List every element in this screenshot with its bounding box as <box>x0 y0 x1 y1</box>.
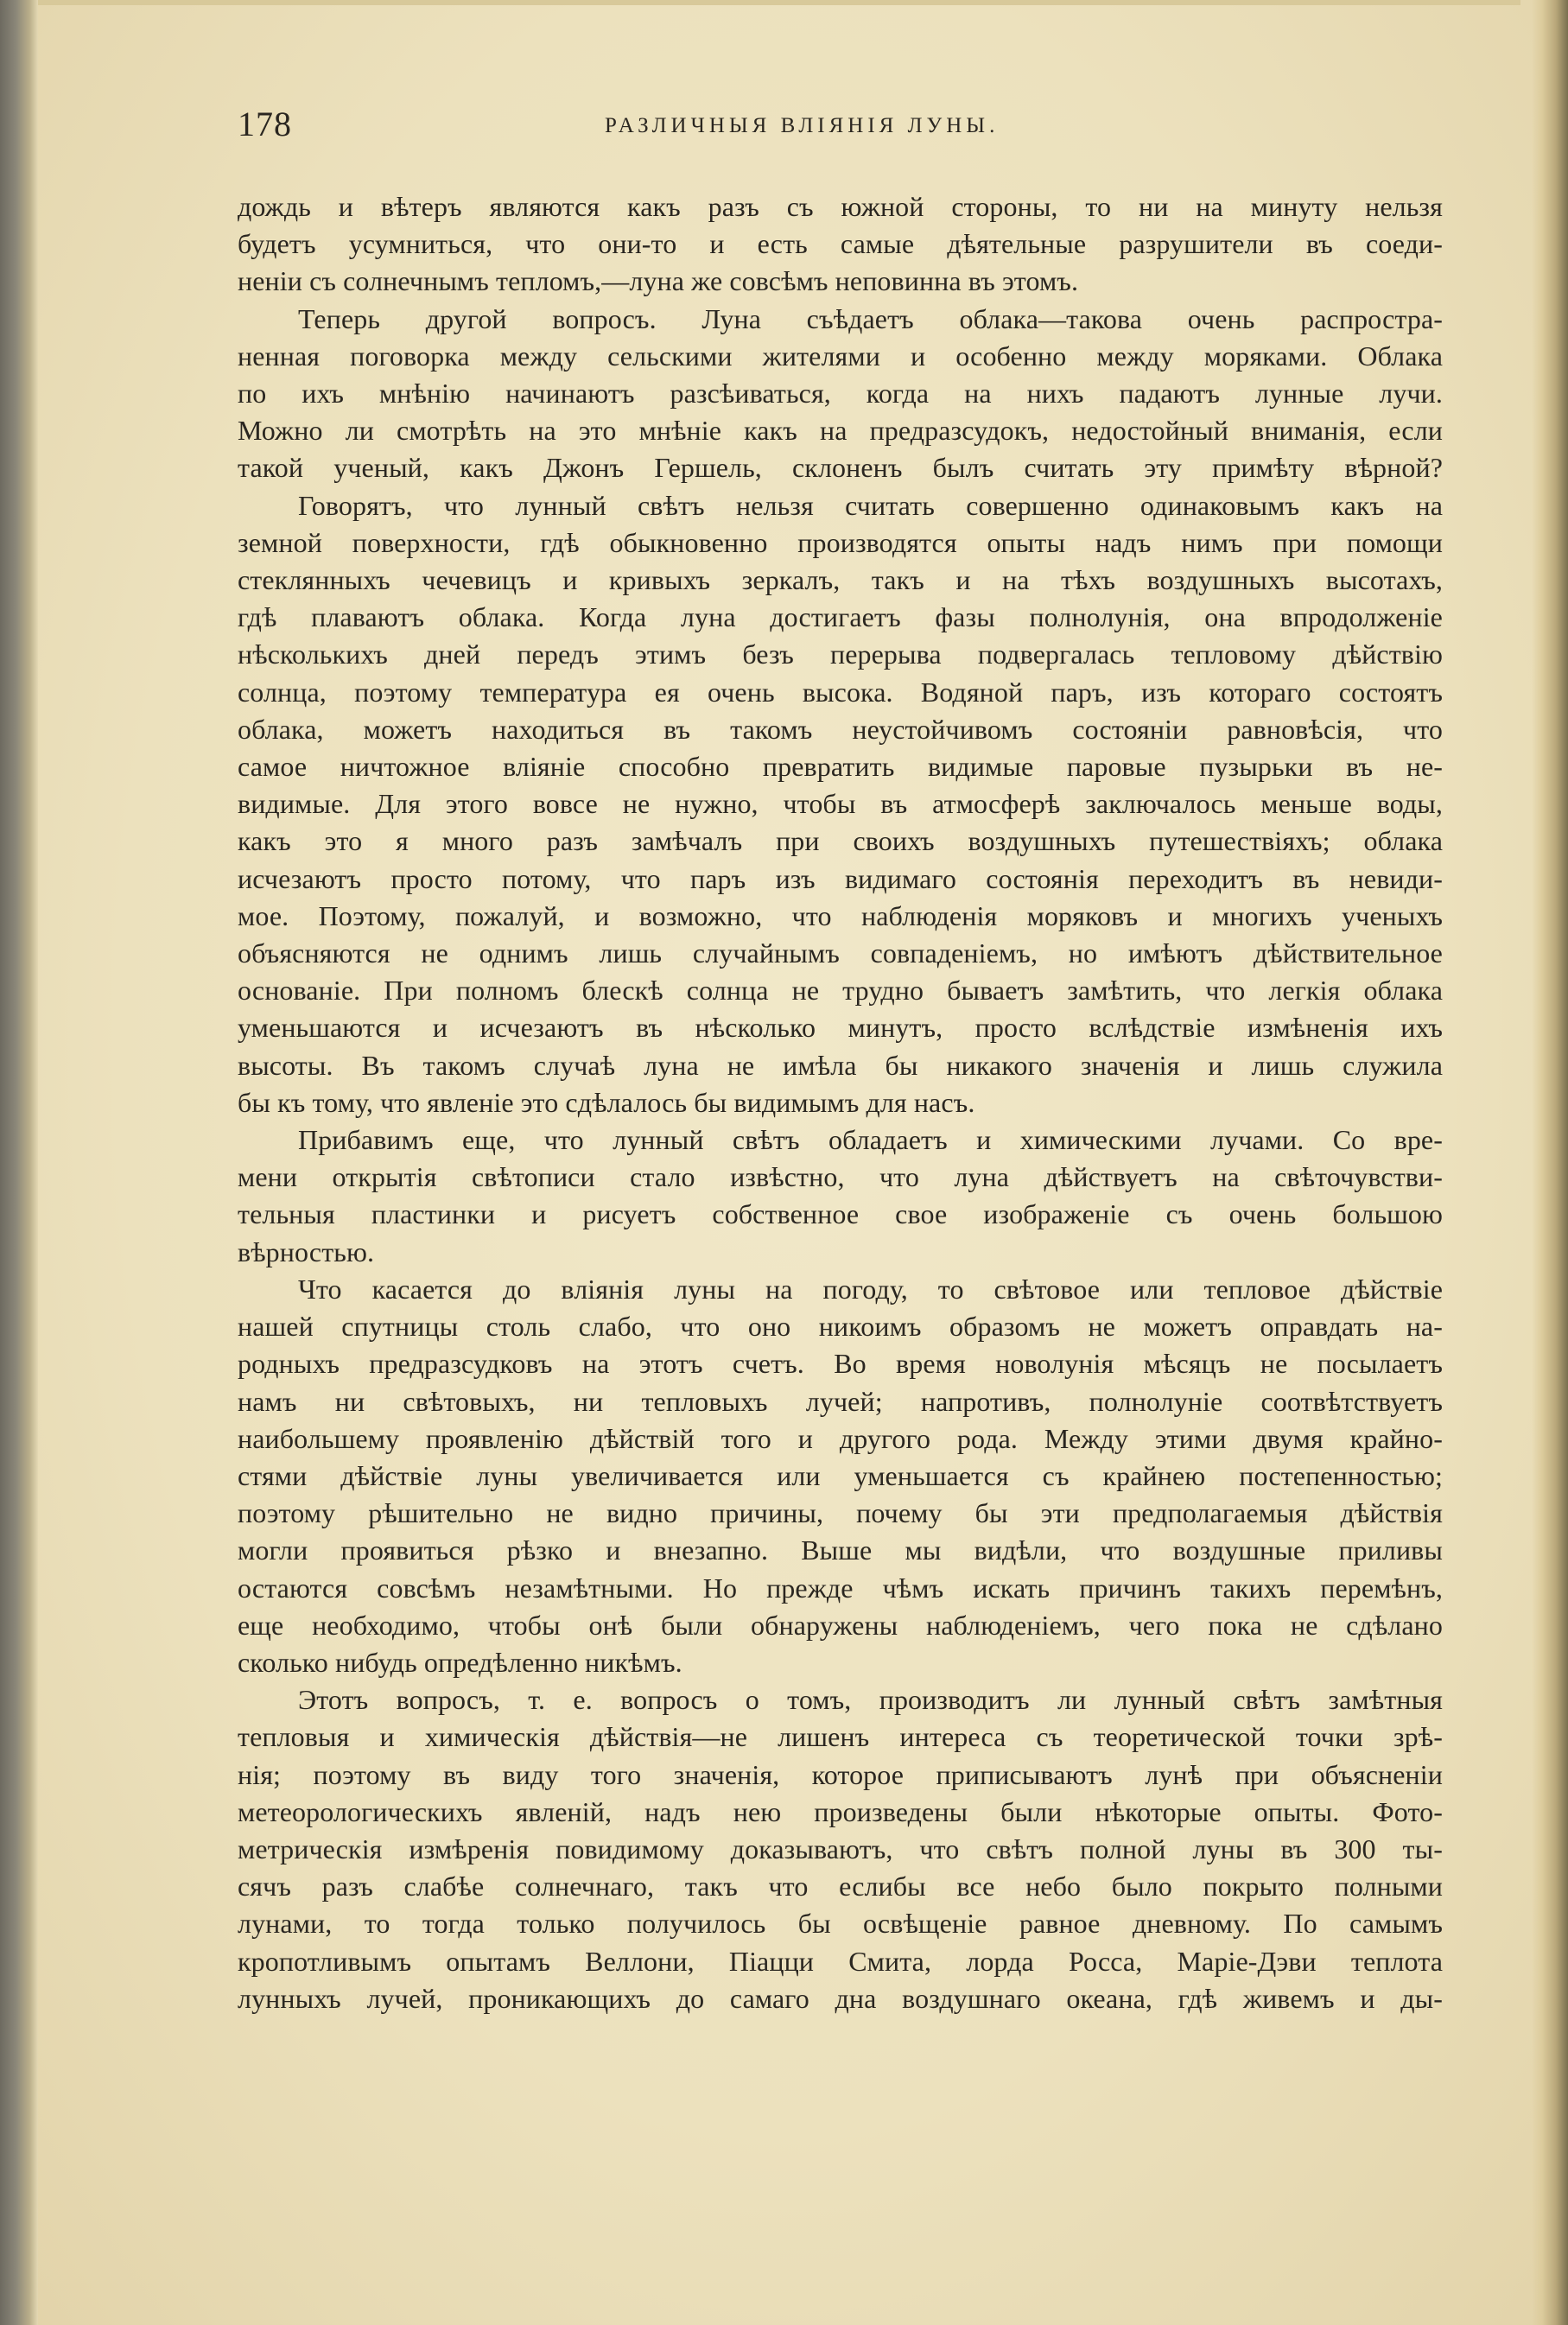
text-line-run: могли проявиться рѣзко и внезапно. Выше мы видѣли, что воздушные приливы <box>238 1534 1443 1566</box>
text-line <box>238 1868 1443 1905</box>
text-line-run: дождь и вѣтеръ являются какъ разъ съ южной стороны, то ни на минуту нельзя <box>238 191 1443 222</box>
text-line <box>238 1009 1443 1046</box>
page-top-edge <box>35 0 1520 5</box>
text-line <box>238 599 1443 636</box>
text-line <box>238 1756 1443 1794</box>
text-line <box>238 1570 1443 1607</box>
text-line <box>238 748 1443 785</box>
text-line-run: Можно ли смотрѣть на это мнѣніе какъ на предразсудокъ, недостойный вниманія, если <box>238 415 1443 447</box>
text-line <box>238 1121 1443 1159</box>
text-line <box>238 785 1443 823</box>
page-number: 178 <box>238 105 292 143</box>
text-line-run: сячъ разъ слабѣе солнечнаго, такъ что еслибы все небо было покрыто полными <box>238 1871 1443 1903</box>
text-line <box>238 1980 1443 2017</box>
text-line-run: нія; поэтому въ виду того значенія, которое приписываютъ лунѣ при объясненіи <box>238 1758 1443 1790</box>
text-line <box>238 1308 1443 1345</box>
text-line <box>238 1345 1443 1382</box>
text-line <box>238 1495 1443 1532</box>
text-line-run: какъ это я много разъ замѣчалъ при своихъ воздушныхъ путешествіяхъ; облака <box>238 825 1443 857</box>
text-line-run: объясняются не однимъ лишь случайнымъ совпаденіемъ, но имѣютъ дѣйствительное <box>238 937 1443 969</box>
text-line-run: —такова очень распростра- <box>1038 302 1444 334</box>
text-line-run: поэтому рѣшительно не видно причины, почему бы эти предполагаемыя дѣйствія <box>238 1497 1443 1529</box>
text-line <box>238 1794 1443 1831</box>
text-line <box>238 562 1443 599</box>
text-line-run: по ихъ мнѣнію начинаютъ разсѣиваться, когда на нихъ падаютъ лунные лучи. <box>238 378 1443 410</box>
text-line <box>238 636 1443 673</box>
text-line-run: мое. Поэтому, пожалуй, и возможно, что наблюденія моряковъ и многихъ ученыхъ <box>238 899 1443 931</box>
text-line-run: видимые. Для этого вовсе не нужно, чтобы въ атмосферѣ заключалось меньше воды, <box>238 788 1443 820</box>
text-line <box>238 524 1443 562</box>
text-line-run: Прибавимъ еще, что лунный свѣтъ обладаетъ и <box>298 1124 1020 1156</box>
text-line-run: лунами, то тогда только получилось бы освѣщеніе равное дневному. По самымъ <box>238 1908 1443 1940</box>
text-line-run: высоты. Въ такомъ случаѣ луна не имѣла бы никакого значенія и лишь служила <box>238 1049 1443 1081</box>
text-line-run: такой ученый, какъ Джонъ Гершель, склоненъ былъ считать эту примѣту вѣрной? <box>238 452 1443 484</box>
text-line-run: нѣсколькихъ дней передъ этимъ безъ перерыва подвергалась тепловому дѣйствію <box>238 638 1443 670</box>
text-line-run: солнца, поэтому температура ея очень высока. Водяной паръ, изъ котораго состоятъ <box>238 676 1443 708</box>
text-line-run: нашей спутницы столь слабо, что оно никоимъ образомъ не можетъ оправдать на- <box>238 1311 1443 1343</box>
text-line-run: метеорологическихъ явленій, надъ нею произведены были нѣкоторые опыты. Фото- <box>238 1795 1443 1827</box>
italic-emphasis: вліянія луны на погоду <box>561 1273 901 1305</box>
text-line <box>238 1047 1443 1084</box>
italic-emphasis: Луна съѣдаетъ облака <box>701 302 1039 334</box>
text-line <box>238 1458 1443 1495</box>
text-line <box>238 1532 1443 1569</box>
text-line-run: кропотливымъ опытамъ Веллони, Піацци Смита, лорда Росса, Маріе-Дэви теплота <box>238 1945 1443 1977</box>
text-line <box>238 935 1443 972</box>
text-line-run: лунныхъ лучей, проникающихъ до самаго дна воздушнаго океана, гдѣ живемъ и ды- <box>238 1982 1443 2014</box>
text-line <box>238 711 1443 748</box>
text-line-run: Этотъ вопросъ, т. е. вопросъ о томъ, производитъ ли лунный свѣтъ замѣтныя <box>298 1684 1443 1716</box>
text-line-run: гдѣ плаваютъ облака. Когда луна достигаетъ фазы полнолунія, она впродолженіе <box>238 601 1443 633</box>
text-line <box>238 1383 1443 1420</box>
text-line <box>238 1420 1443 1458</box>
text-line-run: наибольшему проявленію дѣйствій того и другого рода. Между этими двумя крайно- <box>238 1422 1443 1454</box>
text-line-run: земной поверхности, гдѣ обыкновенно производятся опыты надъ нимъ при помощи <box>238 526 1443 558</box>
text-line <box>238 1084 1443 1121</box>
text-line-run: лучами. Со вре- <box>1181 1124 1443 1156</box>
text-line <box>238 1718 1443 1756</box>
text-line-run: самое ничтожное вліяніе способно превратить видимые паровые пузырьки въ не- <box>238 751 1443 783</box>
text-line <box>238 1644 1443 1681</box>
text-line <box>238 449 1443 486</box>
text-line-run: тельныя пластинки и рисуетъ собственное свое изображеніе съ очень большою <box>238 1198 1443 1230</box>
text-line <box>238 898 1443 935</box>
text-line-run: сколько нибудь опредѣленно никѣмъ. <box>238 1646 682 1678</box>
text-line <box>238 1271 1443 1308</box>
text-line <box>238 375 1443 412</box>
text-line <box>238 972 1443 1009</box>
text-line <box>238 487 1443 524</box>
text-line <box>238 301 1443 338</box>
text-line <box>238 1905 1443 1942</box>
text-line-run: Говорятъ, что лунный свѣтъ нельзя считать совершенно одинаковымъ какъ на <box>298 489 1443 521</box>
text-line <box>238 226 1443 263</box>
text-line-run: родныхъ предразсудковъ на этотъ счетъ. Во время новолунія мѣсяцъ не посылаетъ <box>238 1348 1443 1380</box>
text-line-run: вѣрностью. <box>238 1236 375 1267</box>
text-line <box>238 1831 1443 1868</box>
text-line-run: уменьшаются и исчезаютъ въ нѣсколько минутъ, просто вслѣдствіе измѣненія ихъ <box>238 1012 1443 1044</box>
text-line <box>238 1607 1443 1644</box>
text-line <box>238 263 1443 300</box>
text-line-run: основаніе. При полномъ блескѣ солнца не трудно бываетъ замѣтить, что легкія облака <box>238 975 1443 1007</box>
text-line-run: ненная поговорка между сельскими жителями и особенно между моряками. Облака <box>238 340 1443 372</box>
text-line <box>238 1943 1443 1980</box>
page-left-edge-shadow <box>0 0 38 2325</box>
text-line-run: намъ ни свѣтовыхъ, ни тепловыхъ лучей; напротивъ, полнолуніе соотвѣтствуетъ <box>238 1385 1443 1417</box>
text-line-run: мени открытія свѣтописи стало извѣстно, что луна дѣйствуетъ на свѣточувстви- <box>238 1161 1443 1193</box>
text-line-run: метрическія измѣренія повидимому доказываютъ, что свѣтъ полной луны въ 300 ты- <box>238 1833 1443 1864</box>
text-line-run: бы къ тому, что явленіе это сдѣлалось бы видимымъ для насъ. <box>238 1086 975 1118</box>
text-line-run: Теперь другой вопросъ. <box>298 302 702 334</box>
running-title: РАЗЛИЧНЫЯ ВЛІЯНІЯ ЛУНЫ. <box>605 114 1000 137</box>
page-right-edge-shadow <box>1532 0 1568 2325</box>
text-line <box>238 1196 1443 1233</box>
text-line-run: , то свѣтовое или тепловое дѣйствіе <box>900 1273 1444 1305</box>
text-line-run: тепловыя и химическія дѣйствія—не лишенъ интереса съ теоретической точки зрѣ- <box>238 1721 1443 1753</box>
text-line-run: стями дѣйствіе луны увеличивается или уменьшается съ крайнею постепенностью; <box>238 1459 1443 1491</box>
text-line <box>238 1159 1443 1196</box>
text-line <box>238 412 1443 449</box>
text-line-run: неніи съ солнечнымъ тепломъ,—луна же совсѣмъ неповинна въ этомъ. <box>238 265 1079 297</box>
text-line <box>238 188 1443 226</box>
text-line <box>238 1234 1443 1271</box>
text-line-run: исчезаютъ просто потому, что паръ изъ видимаго состоянія переходитъ въ невиди- <box>238 862 1443 894</box>
text-line <box>238 823 1443 860</box>
text-line-run: облака, можетъ находиться въ такомъ неустойчивомъ состояніи равновѣсія, что <box>238 713 1443 745</box>
body-text <box>238 188 1443 2017</box>
text-line <box>238 861 1443 898</box>
italic-emphasis: химическими <box>1019 1124 1182 1156</box>
text-line-run: стеклянныхъ чечевицъ и кривыхъ зеркалъ, такъ и на тѣхъ воздушныхъ высотахъ, <box>238 564 1443 596</box>
text-line-run: еще необходимо, чтобы онѣ были обнаружены наблюденіемъ, чего пока не сдѣлано <box>238 1609 1443 1641</box>
text-line-run: остаются совсѣмъ незамѣтными. Но прежде чѣмъ искать причинъ такихъ перемѣнъ, <box>238 1572 1443 1604</box>
text-line-run: Что касается до <box>298 1273 562 1305</box>
text-line-run: будетъ усумниться, что они-то и есть самые дѣятельные разрушители въ соеди- <box>238 228 1443 260</box>
text-line <box>238 1681 1443 1718</box>
text-line <box>238 674 1443 711</box>
page-header <box>238 104 1447 156</box>
text-line <box>238 338 1443 375</box>
